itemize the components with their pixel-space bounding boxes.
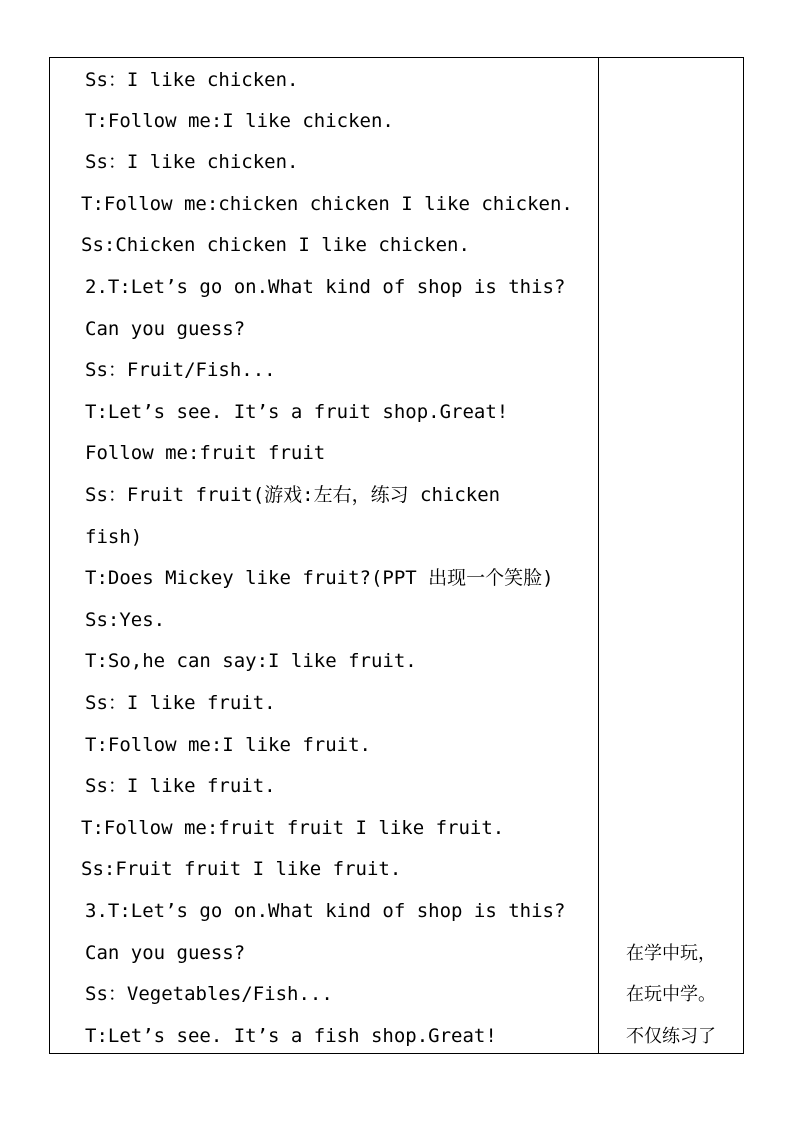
lesson-line: T:Follow me:I like fruit. (85, 734, 371, 756)
lesson-line: 2.T:Let’s go on.What kind of shop is this? (85, 276, 566, 298)
lesson-line: Can you guess? (85, 942, 246, 964)
lesson-plan-table (49, 57, 744, 1054)
lesson-line: 3.T:Let’s go on.What kind of shop is this? (85, 900, 566, 922)
lesson-line: Ss:Chicken chicken I like chicken. (81, 234, 470, 256)
design-notes-column (599, 58, 743, 1053)
lesson-line: Ss：I like chicken. (85, 151, 299, 173)
design-note: 在学中玩， (626, 943, 716, 964)
lesson-line: T:Let’s see. It’s a fruit shop.Great! (85, 401, 509, 423)
lesson-line: T:Follow me:I like chicken. (85, 110, 394, 132)
lesson-line: T:Let’s see. It’s a fish shop.Great! (85, 1025, 497, 1047)
lesson-line: T:Does Mickey like fruit?(PPT 出现一个笑脸) (85, 567, 554, 589)
lesson-line: Ss:Yes. (85, 609, 166, 631)
lesson-line: Can you guess? (85, 318, 246, 340)
lesson-line: Follow me:fruit fruit (85, 442, 326, 464)
lesson-line: Ss：Fruit fruit(游戏:左右，练习 chicken (85, 484, 501, 506)
design-note: 在玩中学。 (626, 984, 716, 1005)
lesson-line: Ss：Fruit/Fish... (85, 359, 276, 381)
design-note: 不仅练习了 (626, 1026, 716, 1047)
lesson-line: T:Follow me:fruit fruit I like fruit. (81, 817, 505, 839)
lesson-line: Ss：Vegetables/Fish... (85, 983, 333, 1005)
lesson-line: T:Follow me:chicken chicken I like chicken. (81, 193, 573, 215)
lesson-line: fish) (85, 526, 143, 548)
teaching-process-column (50, 58, 598, 1053)
lesson-line: Ss：I like chicken. (85, 69, 299, 91)
lesson-line: Ss:Fruit fruit I like fruit. (81, 858, 402, 880)
lesson-line: T:So,he can say:I like fruit. (85, 650, 417, 672)
lesson-line: Ss：I like fruit. (85, 692, 276, 714)
lesson-line: Ss：I like fruit. (85, 775, 276, 797)
